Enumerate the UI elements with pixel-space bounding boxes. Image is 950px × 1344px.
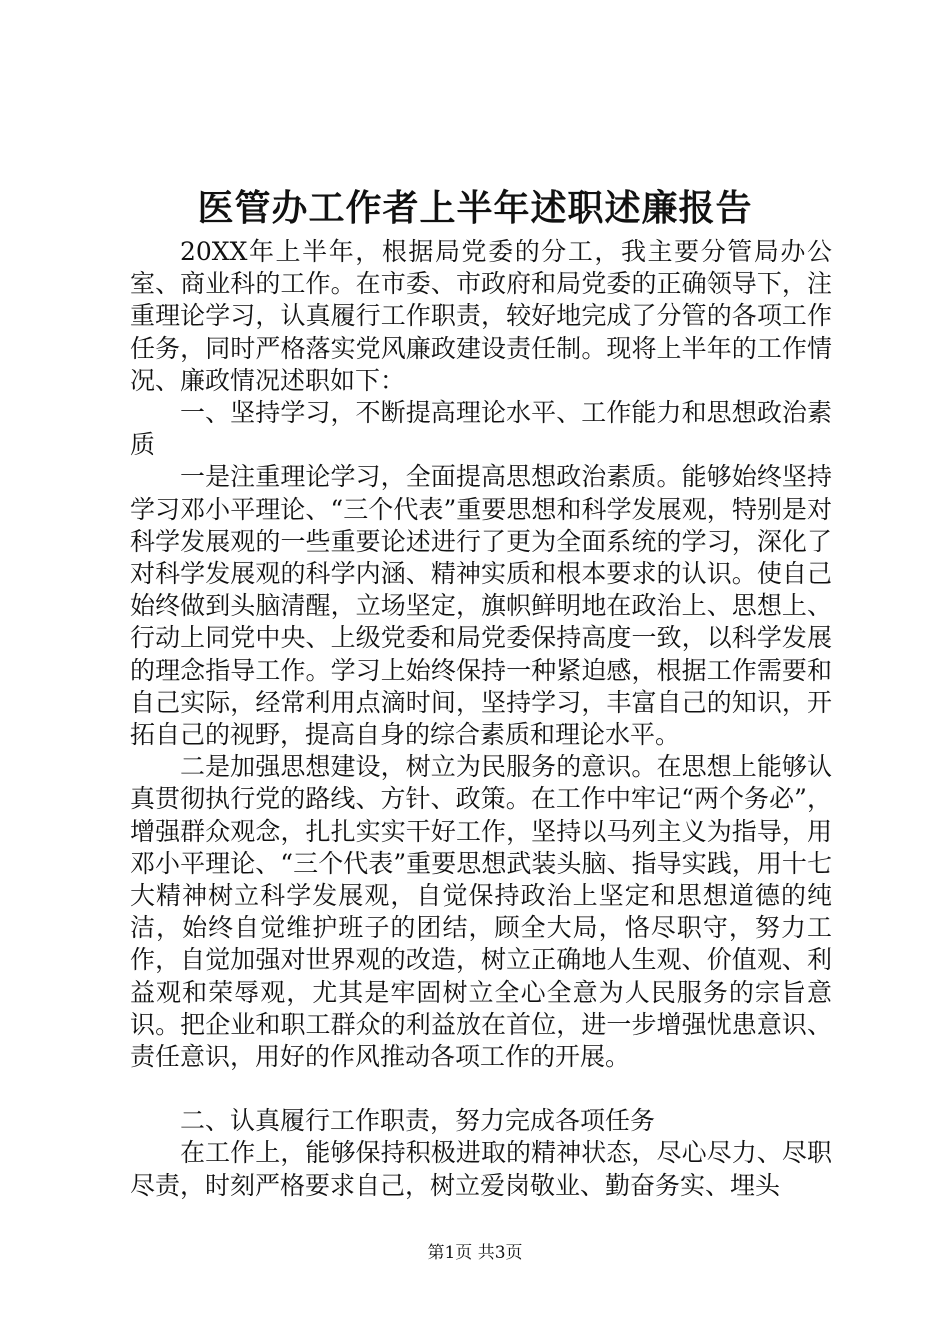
page-number-footer: 第1页 共3页 bbox=[427, 1243, 523, 1263]
document-title: 医管办工作者上半年述职述廉报告 bbox=[197, 187, 753, 229]
paragraph-work-duties: 在工作上，能够保持积极进取的精神状态，尽心尽力、尽职尽责，时刻严格要求自己，树立爱岗敬业、勤奋务实、埋头 bbox=[130, 1138, 832, 1200]
paragraph-theory-study: 一是注重理论学习，全面提高思想政治素质。能够始终坚持学习邓小平理论、“三个代表”重要思想和科学发展观，特别是对科学发展观的一些重要论述进行了更为全面系统的学习，深化了对科学发展观的科学内涵、精神实质和根本要求的认识。使自己始终做到头脑清醒，立场坚定，旗帜鲜明地在政治上、思想上、行动上同党中央、上级党委和局党委保持高度一致，以科学发展的理念指导工作。学习上始终保持一种紧迫感，根据工作需要和自己实际，经常利用点滴时间，坚持学习，丰富自己的知识，开拓自己的视野，提高自身的综合素质和理论水平。 bbox=[130, 462, 832, 750]
paragraph-intro: 20XX年上半年，根据局党委的分工，我主要分管局办公室、商业科的工作。在市委、市政府和局党委的正确领导下，注重理论学习，认真履行工作职责，较好地完成了分管的各项工作任务，同时严格落实党风廉政建设责任制。现将上半年的工作情况、廉政情况述职如下： bbox=[130, 237, 832, 395]
section-heading-1: 一、坚持学习，不断提高理论水平、工作能力和思想政治素质 bbox=[130, 398, 832, 460]
paragraph-ideology: 二是加强思想建设，树立为民服务的意识。在思想上能够认真贯彻执行党的路线、方针、政策。在工作中牢记“两个务必”，增强群众观念，扎扎实实干好工作，坚持以马列主义为指导，用邓小平理论、“三个代表”重要思想武装头脑、指导实践，用十七大精神树立科学发展观，自觉保持政治上坚定和思想道德的纯洁，始终自觉维护班子的团结，顾全大局，恪尽职守，努力工作，自觉加强对世界观的改造，树立正确地人生观、价值观、利益观和荣辱观，尤其是牢固树立全心全意为人民服务的宗旨意识。把企业和职工群众的利益放在首位，进一步增强忧患意识、责任意识，用好的作风推动各项工作的开展。 bbox=[130, 752, 832, 1072]
section-heading-2: 二、认真履行工作职责，努力完成各项任务 bbox=[180, 1106, 656, 1136]
document-body bbox=[130, 236, 832, 1202]
